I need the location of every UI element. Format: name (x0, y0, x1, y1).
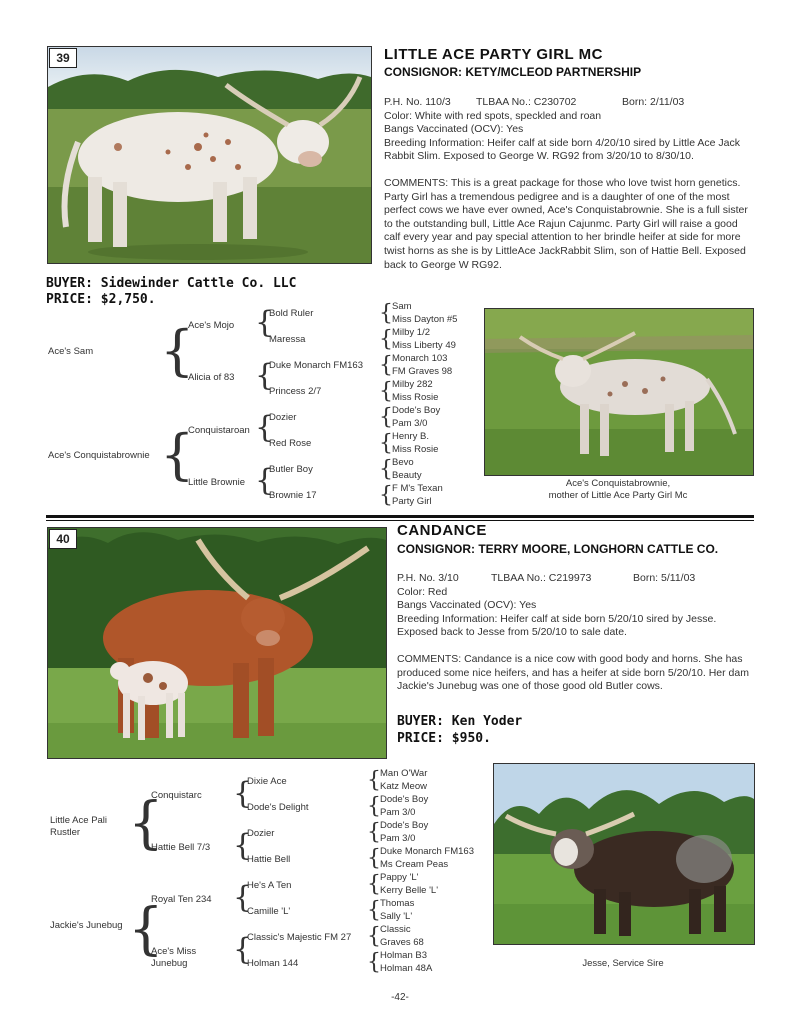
pedigree-g4: Holman B3 (380, 950, 427, 961)
lot-40-born: Born: 5/11/03 (633, 572, 696, 584)
pedigree-g3: Dixie Ace (247, 776, 287, 787)
pedigree-g4: Ms Cream Peas (380, 859, 449, 870)
pedigree-g4: Dode's Boy (380, 820, 429, 831)
lot-39-dam-caption (484, 478, 752, 502)
pedigree-g3: Dozier (247, 828, 275, 839)
pedigree-sire: Ace's Sam (48, 346, 94, 357)
pedigree-g4: Bevo (392, 457, 414, 468)
pedigree-g2: Alicia of 83 (188, 372, 235, 383)
pedigree-g4: Miss Liberty 49 (392, 340, 456, 351)
lot-40-id-line (397, 572, 757, 586)
pedigree-g3: Brownie 17 (269, 490, 317, 501)
brace-icon: { (233, 828, 253, 863)
lot-39-consignor: CONSIGNOR: KETY/MCLEOD PARTNERSHIP (384, 65, 642, 79)
pedigree-g4: Pam 3/0 (380, 807, 416, 818)
pedigree-g3: Hattie Bell (247, 854, 291, 865)
lot-39-buyer: BUYER: Sidewinder Cattle Co. LLC (46, 276, 297, 291)
pedigree-g3: Bold Ruler (269, 308, 314, 319)
pedigree-g4: Duke Monarch FM163 (380, 846, 474, 857)
section-divider (46, 515, 754, 518)
lot-39-breeding: Breeding Information: Heifer calf at side born 4/20/10 sired by Little Ace Jack Rabbit Slim. Exposed to George W. RG92 from 3/20/10 to 8/30/10. (384, 136, 741, 163)
brace-icon: { (255, 463, 275, 498)
lot-40-name: CANDANCE (397, 522, 487, 539)
lot-40-info (397, 572, 757, 694)
pedigree-g4: Dode's Boy (380, 794, 429, 805)
pedigree-g3: Maressa (269, 334, 306, 345)
brace-icon: { (367, 768, 381, 793)
brace-icon: { (379, 457, 393, 482)
lot-39-dam-photo (484, 308, 754, 476)
pedigree-g4: Miss Dayton #5 (392, 314, 458, 325)
pedigree-sire-name: Little Ace Pali Rustler (50, 815, 108, 838)
brace-icon: { (128, 791, 164, 856)
pedigree-g4: Man O'War (380, 768, 428, 779)
pedigree-g2: Ace's Mojo (188, 320, 235, 331)
pedigree-g4: Pam 3/0 (380, 833, 416, 844)
lot-40-tlbaa: TLBAA No.: C219973 (491, 572, 592, 584)
lot-40-breeding: Breeding Information: Heifer calf at side born 5/20/10 sired by Jesse. Exposed back to Jesse from 5/20/10 to sale date. (397, 612, 717, 639)
pedigree-g4: Thomas (380, 898, 415, 909)
pedigree-g3: Holman 144 (247, 958, 299, 969)
pedigree-g4: Dode's Boy (392, 405, 441, 416)
brace-icon: { (160, 423, 195, 486)
lot-39-comments: COMMENTS: This is a great package for those who love twist horn genetics. Party Girl has a tremendous pedigree and is a daughter of one of the most perfect cows we have ever owned, Ace's Conquistabrownie. She is a full sister to the outstanding bull, Little Ace Rajun Cajunmc. Party Girl will raise a good calf every year and pay special attention to her brindle heifer at side for more twist horns as she is by LittleAce JackRabbit Slim, son of Hattie Bell. Exposed back to George W RG92. (384, 176, 748, 271)
brace-icon: { (379, 379, 393, 404)
pedigree-g4: Pappy 'L' (380, 872, 419, 883)
lot-39-price: PRICE: $2,750. (46, 292, 156, 307)
speckled-cow-image (485, 309, 753, 475)
brace-icon: { (255, 305, 275, 340)
lot-39-born: Born: 2/11/03 (622, 96, 685, 108)
pedigree-g4: F M's Texan (392, 483, 443, 494)
pedigree-g4: Sally 'L' (380, 911, 413, 922)
pedigree-g4: Monarch 103 (392, 353, 448, 364)
lot-40-color: Color: Red (397, 585, 448, 598)
pedigree-g2: Little Brownie (188, 477, 246, 488)
lot-40-sire-caption: Jesse, Service Sire (582, 958, 664, 969)
brace-icon: { (367, 846, 381, 871)
brace-icon: { (367, 794, 381, 819)
brace-icon: { (367, 898, 381, 923)
pedigree-g4: Beauty (392, 470, 422, 481)
lot-39-name: LITTLE ACE PARTY GIRL MC (384, 46, 603, 63)
red-cow-with-calf-image (48, 528, 386, 758)
pedigree-g4: Classic (380, 924, 411, 935)
brace-icon: { (379, 353, 393, 378)
lot-39-color: Color: White with red spots, speckled and roan (384, 109, 602, 122)
pedigree-g4: Pam 3/0 (392, 418, 428, 429)
pedigree-g4: Miss Rosie (392, 392, 439, 403)
pedigree-g3: He's A Ten (247, 880, 292, 891)
pedigree-g4: Holman 48A (380, 963, 433, 974)
caption-line: mother of Little Ace Party Girl Mc (548, 490, 688, 501)
pedigree-g2: Hattie Bell 7/3 (151, 842, 211, 853)
dark-bull-image (494, 764, 754, 944)
pedigree-g2: Royal Ten 234 (151, 894, 212, 905)
pedigree-g2: Conquistaroan (188, 425, 250, 436)
brace-icon: { (379, 301, 393, 326)
pedigree-g4: FM Graves 98 (392, 366, 453, 377)
lot-40-number: 40 (49, 529, 77, 549)
brace-icon: { (160, 319, 195, 382)
pedigree-g4: Sam (392, 301, 412, 312)
pedigree-dam: Jackie's Junebug (50, 920, 123, 931)
lot-40-consignor: CONSIGNOR: TERRY MOORE, LONGHORN CATTLE CO. (397, 542, 719, 556)
pedigree-g4: Party Girl (392, 496, 432, 507)
lot-39-id-line (384, 96, 756, 110)
lot-40-photo (47, 527, 387, 759)
section-divider-thin (46, 520, 754, 521)
lot-39-bangs: Bangs Vaccinated (OCV): Yes (384, 123, 524, 136)
lot-40-comments: COMMENTS: Candance is a nice cow with good body and horns. She has produced some nice heifers, and has a heifer at side born 5/20/10. Her dam Jackie's Junebug was one of those good old Butler cows. (397, 652, 749, 693)
pedigree-g3: Butler Boy (269, 464, 313, 475)
lot-39-tlbaa: TLBAA No.: C230702 (476, 96, 577, 108)
pedigree-g4: Graves 68 (380, 937, 424, 948)
pedigree-g2: Conquistarc (151, 790, 202, 801)
pedigree-g3: Duke Monarch FM163 (269, 360, 363, 371)
brace-icon: { (379, 483, 393, 508)
pedigree-g4: Miss Rosie (392, 444, 439, 455)
pedigree-g4: Milby 1/2 (392, 327, 431, 338)
pedigree-g3: Red Rose (269, 438, 312, 449)
lot-40-sire-photo (493, 763, 755, 945)
pedigree-g4: Henry B. (392, 431, 429, 442)
lot-40-bangs: Bangs Vaccinated (OCV): Yes (397, 599, 537, 612)
pedigree-sire (50, 815, 122, 839)
brace-icon: { (367, 950, 381, 975)
pedigree-g4: Milby 282 (392, 379, 433, 390)
pedigree-dam: Ace's Conquistabrownie (48, 450, 150, 461)
lot-40-price: PRICE: $950. (397, 731, 491, 746)
brace-icon: { (367, 872, 381, 897)
brace-icon: { (233, 880, 253, 915)
brace-icon: { (367, 820, 381, 845)
pedigree-g4: Katz Meow (380, 781, 427, 792)
brace-icon: { (233, 932, 253, 967)
brace-icon: { (255, 410, 275, 445)
white-spotted-cow-image (48, 47, 371, 263)
pedigree-g3: Dozier (269, 412, 297, 423)
lot-39-photo (47, 46, 372, 264)
lot-39-info (384, 96, 756, 272)
page-number: -42- (391, 992, 409, 1003)
pedigree-g2 (151, 946, 211, 970)
lot-40-buyer: BUYER: Ken Yoder (397, 714, 523, 729)
pedigree-g2-name: Ace's Miss Junebug (151, 946, 197, 969)
lot-40-ph: P.H. No. 3/10 (397, 572, 459, 584)
brace-icon: { (379, 405, 393, 430)
lot-39-number: 39 (49, 48, 77, 68)
brace-icon: { (379, 431, 393, 456)
pedigree-g4: Kerry Belle 'L' (380, 885, 439, 896)
brace-icon: { (255, 358, 275, 393)
pedigree-g3: Princess 2/7 (269, 386, 322, 397)
brace-icon: { (233, 776, 253, 811)
brace-icon: { (367, 924, 381, 949)
lot-39-ph: P.H. No. 110/3 (384, 96, 451, 108)
pedigree-g3: Camille 'L' (247, 906, 291, 917)
pedigree-g3: Classic's Majestic FM 27 (247, 932, 352, 943)
caption-line: Ace's Conquistabrownie, (565, 478, 671, 489)
brace-icon: { (128, 897, 164, 962)
pedigree-g3: Dode's Delight (247, 802, 309, 813)
brace-icon: { (379, 327, 393, 352)
